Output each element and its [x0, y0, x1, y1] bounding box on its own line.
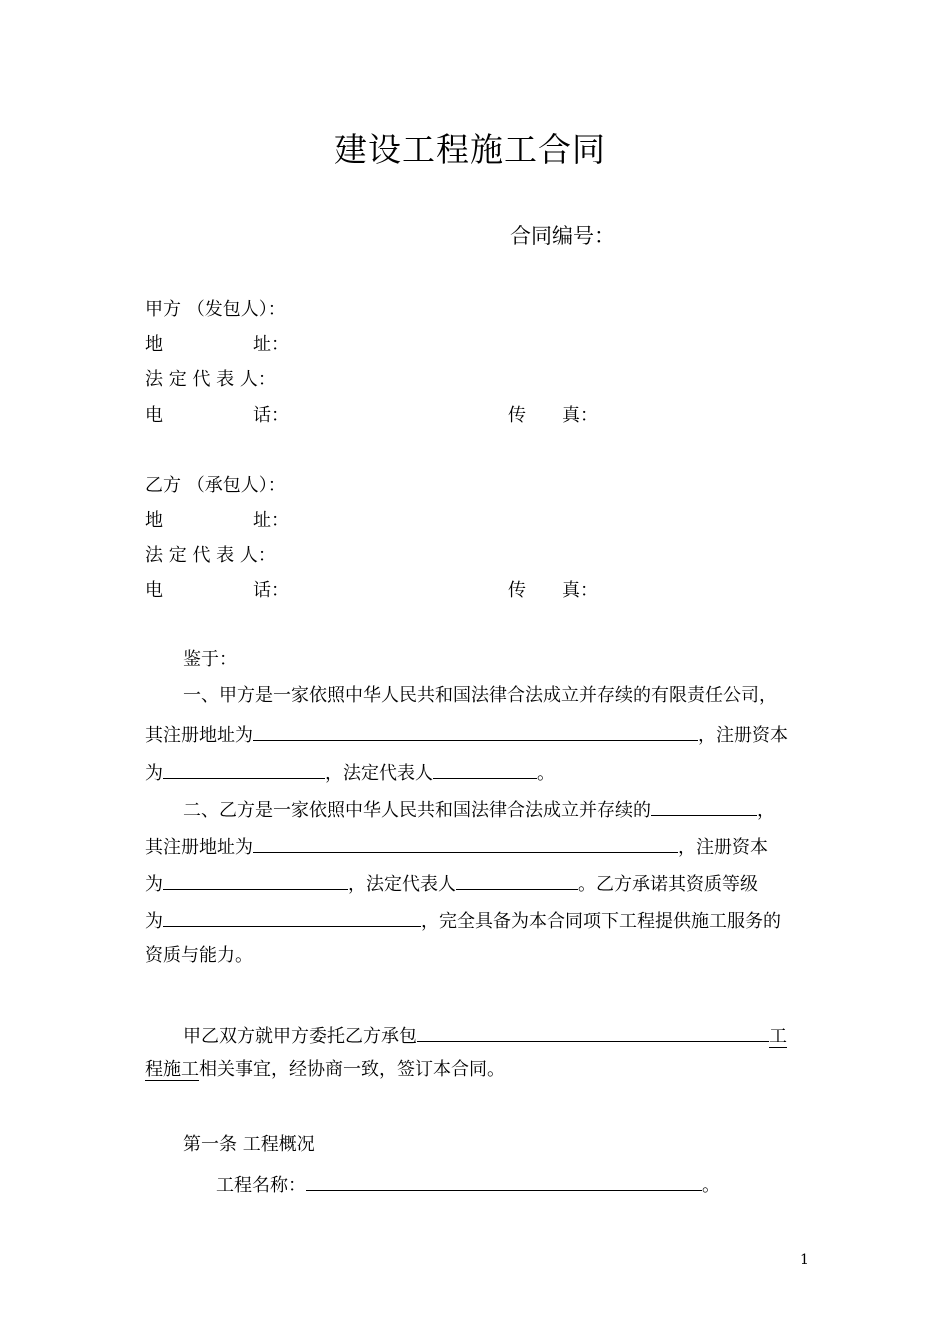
agreement-line2 — [145, 1058, 505, 1082]
party-a-phone-label: 电 话： — [145, 405, 289, 426]
recitals-intro: 鉴于： — [183, 649, 237, 670]
clause2-capability-text: ，完全具备为本合同项下工程提供施工服务的 — [421, 911, 781, 932]
clause2-reg-capital-text: ，注册资本 — [678, 837, 768, 858]
party-a-fax-label: 传 真： — [508, 405, 598, 426]
project-name-label: 工程名称： — [216, 1175, 306, 1196]
clause1-end: 。 — [537, 763, 555, 784]
clause1-reg-addr-blank[interactable] — [253, 720, 698, 741]
party-b-legal-rep-label: 法 定 代 表 人： — [145, 545, 276, 566]
clause2-capital-blank[interactable] — [163, 869, 348, 890]
party-a-heading: 甲方 （发包人）： — [145, 299, 286, 320]
clause2-reg-addr-prefix: 其注册地址为 — [145, 837, 253, 858]
party-b-heading: 乙方 （承包人）： — [145, 475, 286, 496]
agreement-prefix: 甲乙双方就甲方委托乙方承包 — [183, 1026, 417, 1047]
document-title: 建设工程施工合同 — [334, 130, 606, 169]
clause2-wei2: 为 — [145, 911, 163, 932]
article1-project-name-line — [216, 1170, 720, 1198]
clause1-legal-rep-text: ，法定代表人 — [325, 763, 433, 784]
agreement-rest: 相关事宜，经协商一致，签订本合同。 — [199, 1059, 505, 1080]
party-a-legal-rep-label: 法 定 代 表 人： — [145, 369, 276, 390]
clause2-legal-rep-text: ，法定代表人 — [348, 874, 456, 895]
party-b-phone-label: 电 话： — [145, 580, 289, 601]
clause2-line1 — [183, 795, 775, 823]
clause2-line2 — [145, 832, 768, 860]
project-name-end: 。 — [702, 1175, 720, 1196]
clause1-line3 — [145, 758, 555, 786]
clause2-line1-end: ， — [757, 800, 775, 821]
clause1-capital-blank[interactable] — [163, 758, 325, 779]
party-b-fax-label: 传 真： — [508, 580, 598, 601]
clause2-line4 — [145, 906, 781, 934]
clause2-company-type-blank[interactable] — [651, 795, 757, 816]
clause1-line2 — [145, 720, 788, 748]
article1-heading: 第一条 工程概况 — [183, 1134, 315, 1155]
party-a-address-label: 地 址： — [145, 334, 289, 355]
agreement-line1 — [183, 1021, 787, 1049]
clause2-line1-text: 二、乙方是一家依照中华人民共和国法律合法成立并存续的 — [183, 800, 651, 821]
clause2-legal-rep-blank[interactable] — [456, 869, 578, 890]
clause1-wei: 为 — [145, 763, 163, 784]
clause2-wei: 为 — [145, 874, 163, 895]
agreement-project-blank[interactable] — [417, 1021, 769, 1042]
clause2-line5: 资质与能力。 — [145, 945, 253, 966]
contract-number-label: 合同编号： — [510, 224, 615, 248]
clause2-reg-addr-blank[interactable] — [253, 832, 678, 853]
page-number: 1 — [800, 1252, 809, 1268]
agreement-gong: 工 — [769, 1026, 787, 1047]
clause1-reg-capital-text: ，注册资本 — [698, 725, 788, 746]
clause2-line3 — [145, 869, 758, 897]
clause1-legal-rep-blank[interactable] — [433, 758, 537, 779]
clause1-line1: 一、甲方是一家依照中华人民共和国法律合法成立并存续的有限责任公司， — [183, 685, 777, 706]
agreement-underlined: 程施工 — [145, 1059, 199, 1080]
clause2-qualification-blank[interactable] — [163, 906, 421, 927]
clause1-reg-addr-prefix: 其注册地址为 — [145, 725, 253, 746]
party-b-address-label: 地 址： — [145, 510, 289, 531]
clause2-promise-text: 。乙方承诺其资质等级 — [578, 874, 758, 895]
project-name-blank[interactable] — [306, 1170, 702, 1191]
